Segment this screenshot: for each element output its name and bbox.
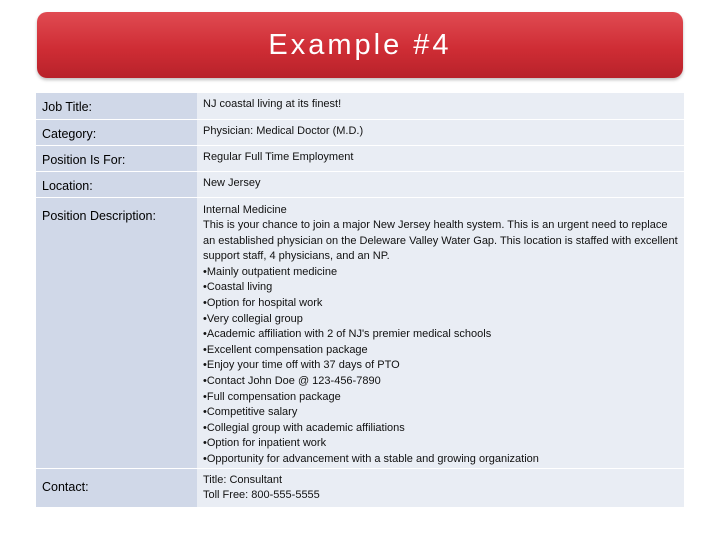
position-for-label: Position Is For: xyxy=(36,145,197,171)
job-title-value: NJ coastal living at its finest! xyxy=(197,93,684,119)
list-item: •Mainly outpatient medicine xyxy=(203,265,338,278)
list-item: •Full compensation package xyxy=(203,390,341,403)
list-item: •Opportunity for advancement with a stable and growing organization xyxy=(203,453,539,465)
position-for-value: Regular Full Time Employment xyxy=(197,145,684,171)
table-row-position-for xyxy=(36,145,684,171)
list-item: •Contact John Doe @ 123-456-7890 xyxy=(203,375,381,388)
title-banner xyxy=(37,12,683,78)
description-intro: This is your chance to join a major New Jersey health system. This is an urgent need to replace an established physician on the Deleware Valley Water Gap. This location is staffed with excellent support staff, 4 physicians, and an NP. xyxy=(203,219,678,263)
list-item: •Excellent compensation package xyxy=(203,343,368,356)
slide-title: Example #4 xyxy=(268,28,452,61)
list-item: •Option for inpatient work xyxy=(203,437,327,450)
table-row-description xyxy=(36,197,684,468)
table-row-location xyxy=(36,171,684,197)
description-value xyxy=(197,197,684,468)
description-heading: Internal Medicine xyxy=(203,203,287,216)
table-row-contact xyxy=(36,468,684,507)
description-label: Position Description: xyxy=(36,197,197,468)
list-item: •Option for hospital work xyxy=(203,297,323,310)
list-item: •Collegial group with academic affiliations xyxy=(203,421,405,434)
list-item: •Academic affiliation with 2 of NJ's premier medical schools xyxy=(203,328,492,341)
contact-label: Contact: xyxy=(36,468,197,507)
contact-title: Title: Consultant xyxy=(203,473,283,486)
contact-phone: Toll Free: 800-555-5555 xyxy=(203,489,320,502)
contact-value xyxy=(197,468,684,507)
table-row-job-title xyxy=(36,93,684,119)
job-info-table xyxy=(36,93,684,508)
location-label: Location: xyxy=(36,171,197,197)
location-value: New Jersey xyxy=(197,171,684,197)
job-title-label: Job Title: xyxy=(36,93,197,119)
list-item: •Coastal living xyxy=(203,281,273,294)
list-item: •Very collegial group xyxy=(203,312,303,325)
category-value: Physician: Medical Doctor (M.D.) xyxy=(197,119,684,145)
category-label: Category: xyxy=(36,119,197,145)
list-item: •Enjoy your time off with 37 days of PTO xyxy=(203,359,400,372)
table-row-category xyxy=(36,119,684,145)
list-item: •Competitive salary xyxy=(203,406,298,419)
